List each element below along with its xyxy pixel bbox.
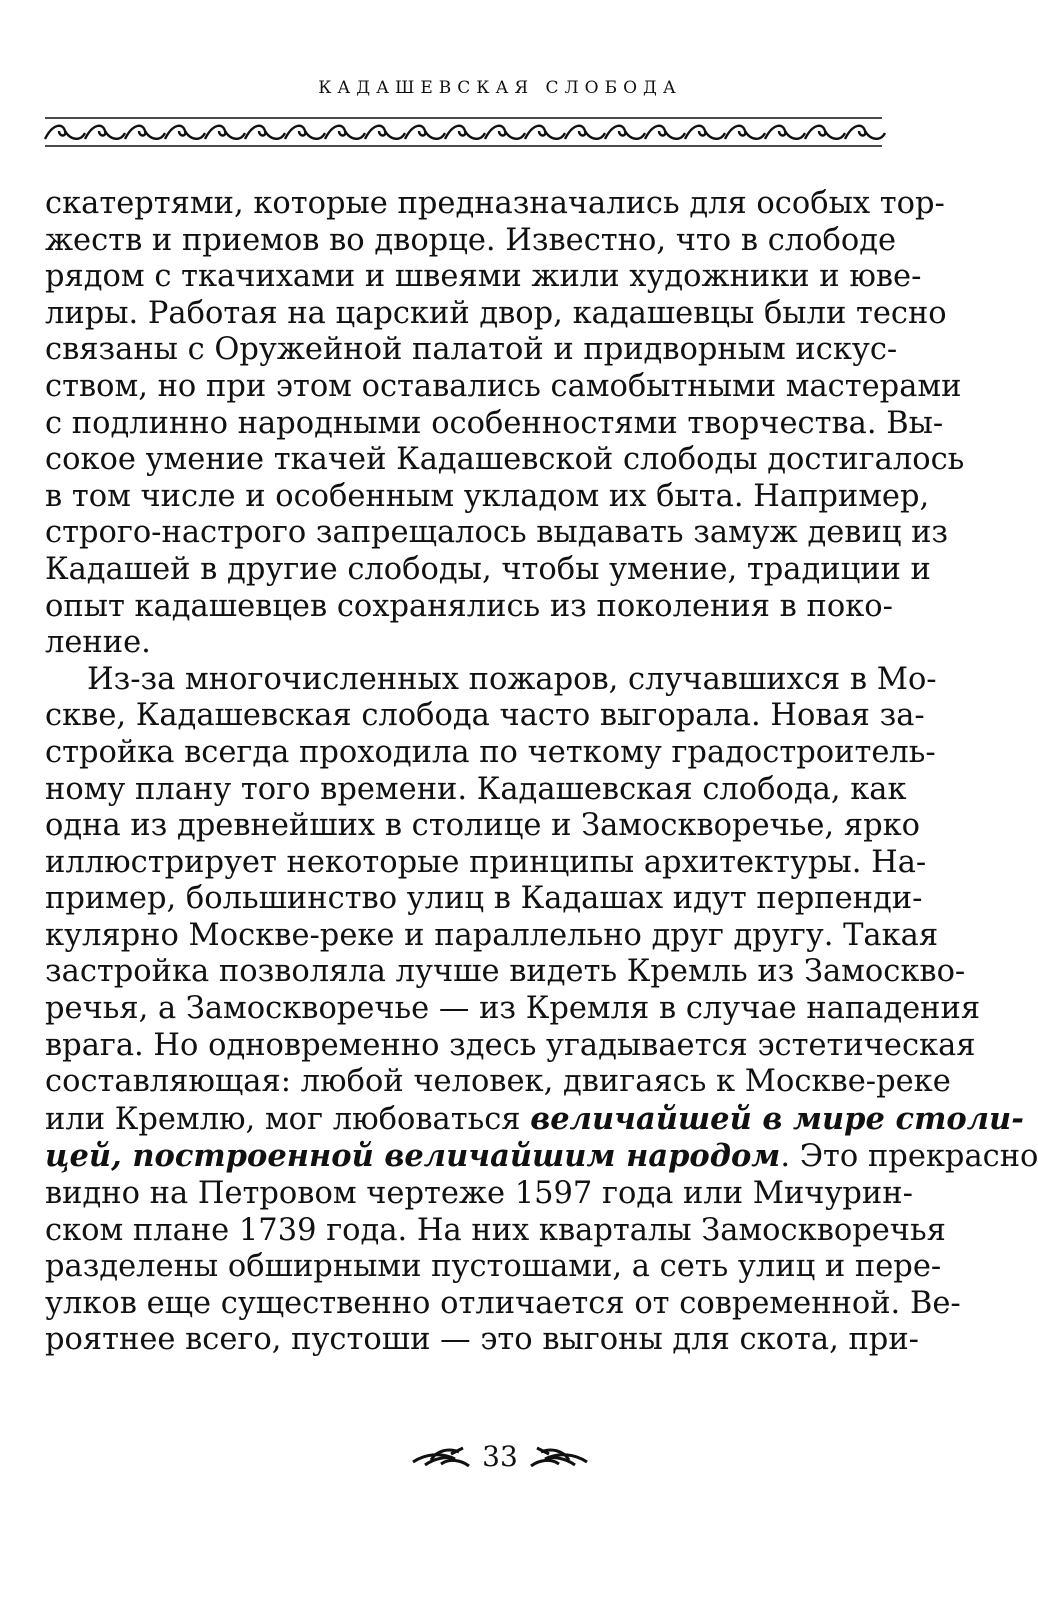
text-line-italic-2 [45,1138,1038,1176]
paragraph-2-tail [45,1176,961,1359]
text-line: сокое умение ткачей Кадашевской слободы достигалось [45,442,965,478]
text-line: Из-за многочисленных пожаров, случавшихся в Мо- [87,661,937,697]
text-line: лиры. Работая на царский двор, кадашевцы были тесно [45,295,947,331]
italic-emphasis: цей, построенной величайшим народом [45,1138,781,1175]
text-line: строго-настрого запрещалось выдавать замуж девиц из [45,515,949,551]
text-line: речья, а Замоскворечье — из Кремля в случае нападения [45,991,981,1027]
left-leaf-ornament-icon [411,1446,473,1472]
text-line-italic-1 [45,1100,1024,1139]
text-line: разделены обширными пустошами, а сеть улиц и пере- [45,1249,942,1285]
text-line: застройка позволяла лучше видеть Кремль из Замоскво- [45,954,966,990]
line-text: или Кремлю, мог любоваться [45,1101,531,1137]
text-line: Кадашей в другие слободы, чтобы умение, традиции и [45,551,931,587]
page-footer [0,1440,1000,1473]
text-line: опыт кадашевцев сохранялись из поколения в поко- [45,588,893,624]
text-line: роятнее всего, пустоши — это выгоны для скота, при- [45,1322,919,1358]
text-line: ском плане 1739 года. На них кварталы Замоскворечья [45,1212,946,1248]
text-line: улков еще существенно отличается от современной. Ве- [45,1285,961,1321]
text-line: врага. Но одновременно здесь угадывается эстетическая [45,1027,976,1063]
right-leaf-ornament-icon [527,1446,589,1472]
page-number: 33 [482,1440,518,1473]
text-line: стройка всегда проходила по четкому градостроитель- [45,734,936,770]
paragraph-2 [45,661,981,1101]
ornamental-border-icon [45,115,882,149]
text-line: ством, но при этом оставались самобытными мастерами [45,368,962,404]
text-line: ному плану того времени. Кадашевская слобода, как [45,771,907,807]
text-line: в том числе и особенным укладом их быта. Например, [45,478,930,514]
text-line: иллюстрирует некоторые принципы архитектуры. На- [45,844,927,880]
body-text [45,186,1038,1359]
text-line: одна из древнейших в столице и Замоскворечье, ярко [45,808,921,844]
text-line: видно на Петровом чертеже 1597 года или Мичурин- [45,1176,913,1212]
text-line: скатертями, которые предназначались для особых тор- [45,186,945,221]
text-line: составляющая: любой человек, двигаясь к Москве-реке [45,1064,951,1100]
paragraph-1 [45,186,965,662]
text-line: связаны с Оружейной палатой и придворным искус- [45,332,898,368]
text-line: пример, большинство улиц в Кадашах идут перпенди- [45,881,923,917]
text-line: жеств и приемов во дворце. Известно, что в слободе [45,222,897,258]
running-head: КАДАШЕВСКАЯ СЛОБОДА [318,78,682,98]
text-line: с подлинно народными особенностями творчества. Вы- [45,405,944,441]
text-line: кулярно Москве-реке и параллельно друг другу. Такая [45,917,939,953]
text-line: рядом с ткачихами и швеями жили художники и юве- [45,259,922,295]
italic-emphasis: величайшей в мире столи- [530,1100,1024,1137]
line-text: . Это прекрасно [780,1139,1038,1175]
text-line: ление. [45,625,151,661]
text-line: скве, Кадашевская слобода часто выгорала. Новая за- [45,698,925,734]
